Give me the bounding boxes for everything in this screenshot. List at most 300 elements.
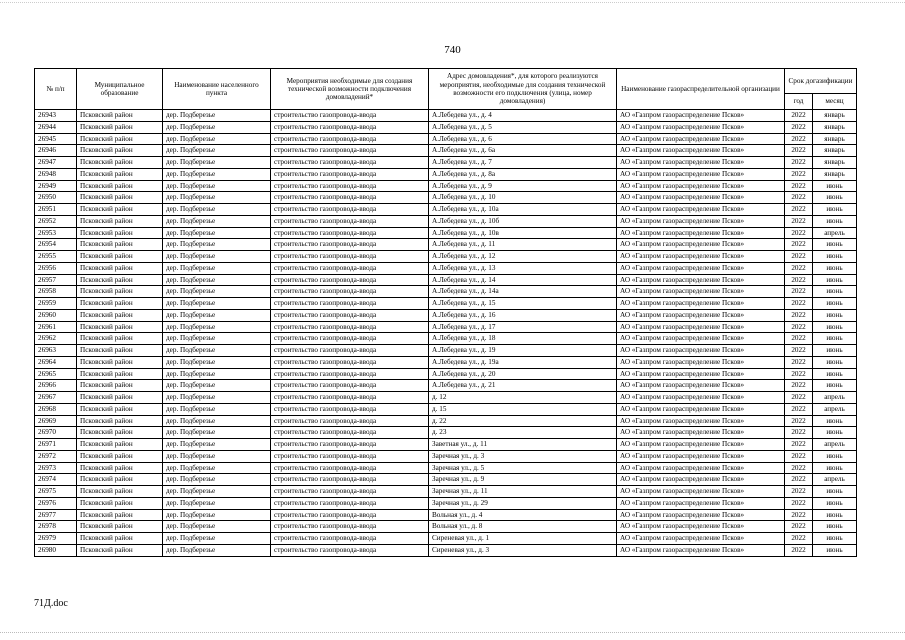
table-row: [35, 145, 857, 157]
cell-month: апрель: [813, 474, 857, 486]
cell-address: А.Лебедева ул., д. 4: [429, 110, 617, 122]
cell-month: июнь: [813, 286, 857, 298]
cell-organization: АО «Газпром газораспределение Псков»: [617, 215, 785, 227]
cell-organization: АО «Газпром газораспределение Псков»: [617, 533, 785, 545]
cell-month: июнь: [813, 368, 857, 380]
cell-address: А.Лебедева ул., д. 6а: [429, 145, 617, 157]
table-row: [35, 474, 857, 486]
cell-month: июнь: [813, 215, 857, 227]
cell-number: 26979: [35, 533, 77, 545]
cell-number: 26945: [35, 133, 77, 145]
table-row: [35, 439, 857, 451]
cell-year: 2022: [785, 356, 813, 368]
cell-number: 26943: [35, 110, 77, 122]
cell-year: 2022: [785, 345, 813, 357]
cell-year: 2022: [785, 509, 813, 521]
cell-measure: строительство газопровода-ввода: [271, 157, 429, 169]
cell-measure: строительство газопровода-ввода: [271, 356, 429, 368]
cell-organization: АО «Газпром газораспределение Псков»: [617, 168, 785, 180]
cell-measure: строительство газопровода-ввода: [271, 274, 429, 286]
cell-address: Заречная ул., д. 11: [429, 486, 617, 498]
cell-settlement: дер. Подберезье: [163, 380, 271, 392]
cell-year: 2022: [785, 274, 813, 286]
cell-number: 26953: [35, 227, 77, 239]
cell-municipality: Псковский район: [77, 462, 163, 474]
cell-year: 2022: [785, 403, 813, 415]
cell-number: 26948: [35, 168, 77, 180]
cell-month: июнь: [813, 415, 857, 427]
cell-month: июнь: [813, 427, 857, 439]
cell-municipality: Псковский район: [77, 286, 163, 298]
cell-address: А.Лебедева ул., д. 14: [429, 274, 617, 286]
table-row: [35, 204, 857, 216]
cell-month: июнь: [813, 298, 857, 310]
table-row: [35, 345, 857, 357]
table-row: [35, 168, 857, 180]
cell-number: 26956: [35, 262, 77, 274]
cell-year: 2022: [785, 251, 813, 263]
cell-settlement: дер. Подберезье: [163, 157, 271, 169]
cell-municipality: Псковский район: [77, 168, 163, 180]
cell-measure: строительство газопровода-ввода: [271, 486, 429, 498]
table-row: [35, 356, 857, 368]
header-measures: Мероприятия необходимые для создания технической возможности подключения домовладений*: [271, 69, 429, 110]
table-row: [35, 262, 857, 274]
cell-month: январь: [813, 145, 857, 157]
cell-month: июнь: [813, 180, 857, 192]
cell-organization: АО «Газпром газораспределение Псков»: [617, 121, 785, 133]
table-body: [35, 110, 857, 557]
cell-settlement: дер. Подберезье: [163, 533, 271, 545]
cell-settlement: дер. Подберезье: [163, 450, 271, 462]
cell-organization: АО «Газпром газораспределение Псков»: [617, 462, 785, 474]
cell-settlement: дер. Подберезье: [163, 544, 271, 556]
table-row: [35, 427, 857, 439]
scan-edge-bottom: [0, 632, 905, 634]
cell-month: июнь: [813, 274, 857, 286]
cell-year: 2022: [785, 544, 813, 556]
cell-year: 2022: [785, 309, 813, 321]
cell-settlement: дер. Подберезье: [163, 298, 271, 310]
cell-year: 2022: [785, 145, 813, 157]
cell-settlement: дер. Подберезье: [163, 486, 271, 498]
cell-year: 2022: [785, 427, 813, 439]
cell-settlement: дер. Подберезье: [163, 521, 271, 533]
cell-number: 26959: [35, 298, 77, 310]
cell-address: Сиреневая ул., д. 3: [429, 544, 617, 556]
table-row: [35, 521, 857, 533]
cell-year: 2022: [785, 474, 813, 486]
cell-measure: строительство газопровода-ввода: [271, 533, 429, 545]
cell-month: июнь: [813, 239, 857, 251]
table-row: [35, 403, 857, 415]
cell-number: 26967: [35, 392, 77, 404]
cell-measure: строительство газопровода-ввода: [271, 309, 429, 321]
cell-settlement: дер. Подберезье: [163, 251, 271, 263]
table-row: [35, 309, 857, 321]
table-row: [35, 462, 857, 474]
cell-organization: АО «Газпром газораспределение Псков»: [617, 145, 785, 157]
cell-municipality: Псковский район: [77, 227, 163, 239]
cell-organization: АО «Газпром газораспределение Псков»: [617, 157, 785, 169]
cell-address: А.Лебедева ул., д. 11: [429, 239, 617, 251]
cell-year: 2022: [785, 204, 813, 216]
cell-number: 26964: [35, 356, 77, 368]
cell-number: 26944: [35, 121, 77, 133]
cell-settlement: дер. Подберезье: [163, 168, 271, 180]
cell-measure: строительство газопровода-ввода: [271, 145, 429, 157]
cell-organization: АО «Газпром газораспределение Псков»: [617, 415, 785, 427]
cell-municipality: Псковский район: [77, 533, 163, 545]
cell-organization: АО «Газпром газораспределение Псков»: [617, 380, 785, 392]
table-row: [35, 321, 857, 333]
table-row: [35, 415, 857, 427]
cell-month: апрель: [813, 403, 857, 415]
cell-measure: строительство газопровода-ввода: [271, 121, 429, 133]
cell-address: А.Лебедева ул., д. 6: [429, 133, 617, 145]
table-row: [35, 110, 857, 122]
cell-measure: строительство газопровода-ввода: [271, 298, 429, 310]
cell-number: 26958: [35, 286, 77, 298]
cell-organization: АО «Газпром газораспределение Псков»: [617, 333, 785, 345]
cell-organization: АО «Газпром газораспределение Псков»: [617, 486, 785, 498]
cell-settlement: дер. Подберезье: [163, 427, 271, 439]
cell-address: Заречная ул., д. 3: [429, 450, 617, 462]
cell-municipality: Псковский район: [77, 204, 163, 216]
cell-month: январь: [813, 110, 857, 122]
cell-address: Заречная ул., д. 9: [429, 474, 617, 486]
cell-settlement: дер. Подберезье: [163, 145, 271, 157]
cell-measure: строительство газопровода-ввода: [271, 415, 429, 427]
table-row: [35, 450, 857, 462]
cell-measure: строительство газопровода-ввода: [271, 286, 429, 298]
table-row: [35, 333, 857, 345]
cell-address: д. 12: [429, 392, 617, 404]
cell-address: Заречная ул., д. 5: [429, 462, 617, 474]
cell-municipality: Псковский район: [77, 133, 163, 145]
cell-address: А.Лебедева ул., д. 18: [429, 333, 617, 345]
cell-organization: АО «Газпром газораспределение Псков»: [617, 439, 785, 451]
cell-organization: АО «Газпром газораспределение Псков»: [617, 368, 785, 380]
cell-year: 2022: [785, 168, 813, 180]
table-row: [35, 298, 857, 310]
cell-year: 2022: [785, 439, 813, 451]
cell-address: А.Лебедева ул., д. 12: [429, 251, 617, 263]
cell-settlement: дер. Подберезье: [163, 133, 271, 145]
cell-number: 26949: [35, 180, 77, 192]
cell-measure: строительство газопровода-ввода: [271, 227, 429, 239]
cell-organization: АО «Газпром газораспределение Псков»: [617, 239, 785, 251]
cell-year: 2022: [785, 157, 813, 169]
cell-organization: АО «Газпром газораспределение Псков»: [617, 309, 785, 321]
cell-month: апрель: [813, 227, 857, 239]
cell-year: 2022: [785, 227, 813, 239]
cell-measure: строительство газопровода-ввода: [271, 462, 429, 474]
cell-settlement: дер. Подберезье: [163, 192, 271, 204]
cell-address: А.Лебедева ул., д. 7: [429, 157, 617, 169]
table-row: [35, 192, 857, 204]
cell-measure: строительство газопровода-ввода: [271, 368, 429, 380]
cell-year: 2022: [785, 333, 813, 345]
cell-year: 2022: [785, 286, 813, 298]
cell-address: Заветная ул., д. 11: [429, 439, 617, 451]
cell-settlement: дер. Подберезье: [163, 239, 271, 251]
cell-address: А.Лебедева ул., д. 17: [429, 321, 617, 333]
cell-organization: АО «Газпром газораспределение Псков»: [617, 544, 785, 556]
cell-municipality: Псковский район: [77, 356, 163, 368]
cell-address: А.Лебедева ул., д. 10б: [429, 215, 617, 227]
cell-month: июнь: [813, 533, 857, 545]
cell-settlement: дер. Подберезье: [163, 110, 271, 122]
cell-month: июнь: [813, 544, 857, 556]
table-row: [35, 509, 857, 521]
scan-edge-top: [0, 2, 905, 4]
gasification-table: [34, 68, 857, 557]
table-row: [35, 274, 857, 286]
cell-settlement: дер. Подберезье: [163, 180, 271, 192]
cell-municipality: Псковский район: [77, 298, 163, 310]
cell-measure: строительство газопровода-ввода: [271, 251, 429, 263]
cell-address: д. 15: [429, 403, 617, 415]
cell-municipality: Псковский район: [77, 497, 163, 509]
cell-year: 2022: [785, 192, 813, 204]
cell-year: 2022: [785, 368, 813, 380]
cell-municipality: Псковский район: [77, 509, 163, 521]
cell-address: А.Лебедева ул., д. 10в: [429, 227, 617, 239]
cell-settlement: дер. Подберезье: [163, 392, 271, 404]
cell-municipality: Псковский район: [77, 215, 163, 227]
cell-measure: строительство газопровода-ввода: [271, 215, 429, 227]
cell-month: июнь: [813, 462, 857, 474]
cell-address: А.Лебедева ул., д. 8а: [429, 168, 617, 180]
cell-year: 2022: [785, 450, 813, 462]
table-row: [35, 133, 857, 145]
table-row: [35, 380, 857, 392]
cell-municipality: Псковский район: [77, 474, 163, 486]
cell-number: 26973: [35, 462, 77, 474]
cell-year: 2022: [785, 321, 813, 333]
cell-measure: строительство газопровода-ввода: [271, 204, 429, 216]
cell-address: А.Лебедева ул., д. 16: [429, 309, 617, 321]
cell-month: июнь: [813, 204, 857, 216]
cell-year: 2022: [785, 298, 813, 310]
cell-municipality: Псковский район: [77, 321, 163, 333]
cell-settlement: дер. Подберезье: [163, 403, 271, 415]
cell-municipality: Псковский район: [77, 121, 163, 133]
cell-address: А.Лебедева ул., д. 21: [429, 380, 617, 392]
cell-organization: АО «Газпром газораспределение Псков»: [617, 450, 785, 462]
cell-number: 26961: [35, 321, 77, 333]
cell-municipality: Псковский район: [77, 380, 163, 392]
cell-number: 26978: [35, 521, 77, 533]
cell-measure: строительство газопровода-ввода: [271, 392, 429, 404]
cell-month: январь: [813, 168, 857, 180]
cell-municipality: Псковский район: [77, 345, 163, 357]
cell-year: 2022: [785, 521, 813, 533]
cell-municipality: Псковский район: [77, 403, 163, 415]
table-row: [35, 227, 857, 239]
cell-settlement: дер. Подберезье: [163, 227, 271, 239]
cell-number: 26950: [35, 192, 77, 204]
cell-month: июнь: [813, 309, 857, 321]
cell-month: июнь: [813, 497, 857, 509]
cell-organization: АО «Газпром газораспределение Псков»: [617, 274, 785, 286]
cell-year: 2022: [785, 380, 813, 392]
cell-month: апрель: [813, 392, 857, 404]
cell-month: январь: [813, 157, 857, 169]
footer-filename: 71Д.doc: [34, 598, 68, 609]
table-row: [35, 157, 857, 169]
cell-number: 26980: [35, 544, 77, 556]
header-organization: Наименование газораспределительной организации: [617, 69, 785, 110]
cell-number: 26963: [35, 345, 77, 357]
cell-municipality: Псковский район: [77, 192, 163, 204]
cell-number: 26971: [35, 439, 77, 451]
cell-month: июнь: [813, 450, 857, 462]
cell-address: Сиреневая ул., д. 1: [429, 533, 617, 545]
cell-number: 26965: [35, 368, 77, 380]
cell-organization: АО «Газпром газораспределение Псков»: [617, 227, 785, 239]
cell-measure: строительство газопровода-ввода: [271, 380, 429, 392]
cell-municipality: Псковский район: [77, 239, 163, 251]
cell-year: 2022: [785, 133, 813, 145]
cell-municipality: Псковский район: [77, 309, 163, 321]
table-row: [35, 392, 857, 404]
cell-organization: АО «Газпром газораспределение Псков»: [617, 392, 785, 404]
cell-address: А.Лебедева ул., д. 5: [429, 121, 617, 133]
cell-measure: строительство газопровода-ввода: [271, 133, 429, 145]
cell-year: 2022: [785, 215, 813, 227]
cell-municipality: Псковский район: [77, 262, 163, 274]
cell-organization: АО «Газпром газораспределение Псков»: [617, 345, 785, 357]
cell-number: 26957: [35, 274, 77, 286]
cell-organization: АО «Газпром газораспределение Псков»: [617, 298, 785, 310]
cell-municipality: Псковский район: [77, 145, 163, 157]
cell-year: 2022: [785, 392, 813, 404]
cell-organization: АО «Газпром газораспределение Псков»: [617, 521, 785, 533]
cell-settlement: дер. Подберезье: [163, 262, 271, 274]
cell-measure: строительство газопровода-ввода: [271, 110, 429, 122]
cell-address: А.Лебедева ул., д. 10: [429, 192, 617, 204]
cell-municipality: Псковский район: [77, 544, 163, 556]
cell-organization: АО «Газпром газораспределение Псков»: [617, 251, 785, 263]
cell-month: июнь: [813, 345, 857, 357]
cell-month: июнь: [813, 356, 857, 368]
cell-number: 26977: [35, 509, 77, 521]
cell-measure: строительство газопровода-ввода: [271, 509, 429, 521]
cell-settlement: дер. Подберезье: [163, 274, 271, 286]
cell-year: 2022: [785, 239, 813, 251]
page-number: 740: [444, 44, 461, 56]
cell-settlement: дер. Подберезье: [163, 204, 271, 216]
cell-month: июнь: [813, 380, 857, 392]
cell-measure: строительство газопровода-ввода: [271, 333, 429, 345]
cell-number: 26946: [35, 145, 77, 157]
cell-organization: АО «Газпром газораспределение Псков»: [617, 286, 785, 298]
cell-month: июнь: [813, 333, 857, 345]
cell-address: д. 22: [429, 415, 617, 427]
cell-measure: строительство газопровода-ввода: [271, 345, 429, 357]
cell-measure: строительство газопровода-ввода: [271, 239, 429, 251]
cell-settlement: дер. Подберезье: [163, 509, 271, 521]
cell-month: июнь: [813, 509, 857, 521]
cell-municipality: Псковский район: [77, 427, 163, 439]
cell-measure: строительство газопровода-ввода: [271, 521, 429, 533]
cell-settlement: дер. Подберезье: [163, 333, 271, 345]
cell-organization: АО «Газпром газораспределение Псков»: [617, 180, 785, 192]
cell-measure: строительство газопровода-ввода: [271, 427, 429, 439]
cell-measure: строительство газопровода-ввода: [271, 474, 429, 486]
cell-settlement: дер. Подберезье: [163, 439, 271, 451]
cell-settlement: дер. Подберезье: [163, 497, 271, 509]
cell-organization: АО «Газпром газораспределение Псков»: [617, 262, 785, 274]
cell-year: 2022: [785, 415, 813, 427]
cell-municipality: Псковский район: [77, 439, 163, 451]
cell-number: 26960: [35, 309, 77, 321]
cell-month: июнь: [813, 321, 857, 333]
cell-municipality: Псковский район: [77, 333, 163, 345]
cell-number: 26975: [35, 486, 77, 498]
cell-settlement: дер. Подберезье: [163, 121, 271, 133]
cell-measure: строительство газопровода-ввода: [271, 403, 429, 415]
cell-settlement: дер. Подберезье: [163, 345, 271, 357]
cell-municipality: Псковский район: [77, 251, 163, 263]
table-row: [35, 497, 857, 509]
cell-number: 26976: [35, 497, 77, 509]
cell-organization: АО «Газпром газораспределение Псков»: [617, 509, 785, 521]
cell-number: 26966: [35, 380, 77, 392]
cell-municipality: Псковский район: [77, 368, 163, 380]
cell-address: д. 23: [429, 427, 617, 439]
cell-address: А.Лебедева ул., д. 19: [429, 345, 617, 357]
cell-number: 26962: [35, 333, 77, 345]
table-row: [35, 286, 857, 298]
cell-organization: АО «Газпром газораспределение Псков»: [617, 110, 785, 122]
cell-municipality: Псковский район: [77, 157, 163, 169]
cell-number: 26970: [35, 427, 77, 439]
cell-year: 2022: [785, 121, 813, 133]
cell-measure: строительство газопровода-ввода: [271, 192, 429, 204]
cell-address: А.Лебедева ул., д. 20: [429, 368, 617, 380]
cell-year: 2022: [785, 180, 813, 192]
cell-organization: АО «Газпром газораспределение Псков»: [617, 204, 785, 216]
cell-settlement: дер. Подберезье: [163, 462, 271, 474]
table-row: [35, 180, 857, 192]
cell-organization: АО «Газпром газораспределение Псков»: [617, 356, 785, 368]
cell-number: 26951: [35, 204, 77, 216]
cell-year: 2022: [785, 462, 813, 474]
cell-month: январь: [813, 133, 857, 145]
cell-settlement: дер. Подберезье: [163, 368, 271, 380]
cell-settlement: дер. Подберезье: [163, 356, 271, 368]
cell-organization: АО «Газпром газораспределение Псков»: [617, 474, 785, 486]
cell-organization: АО «Газпром газораспределение Псков»: [617, 321, 785, 333]
header-year: год: [785, 94, 813, 110]
cell-municipality: Псковский район: [77, 415, 163, 427]
header-term: Срок догазификации: [785, 69, 857, 94]
cell-settlement: дер. Подберезье: [163, 215, 271, 227]
cell-settlement: дер. Подберезье: [163, 286, 271, 298]
cell-measure: строительство газопровода-ввода: [271, 497, 429, 509]
table-row: [35, 215, 857, 227]
cell-year: 2022: [785, 486, 813, 498]
cell-organization: АО «Газпром газораспределение Псков»: [617, 497, 785, 509]
cell-measure: строительство газопровода-ввода: [271, 262, 429, 274]
cell-year: 2022: [785, 262, 813, 274]
cell-year: 2022: [785, 497, 813, 509]
cell-settlement: дер. Подберезье: [163, 309, 271, 321]
header-settlement: Наименование населенного пункта: [163, 69, 271, 110]
